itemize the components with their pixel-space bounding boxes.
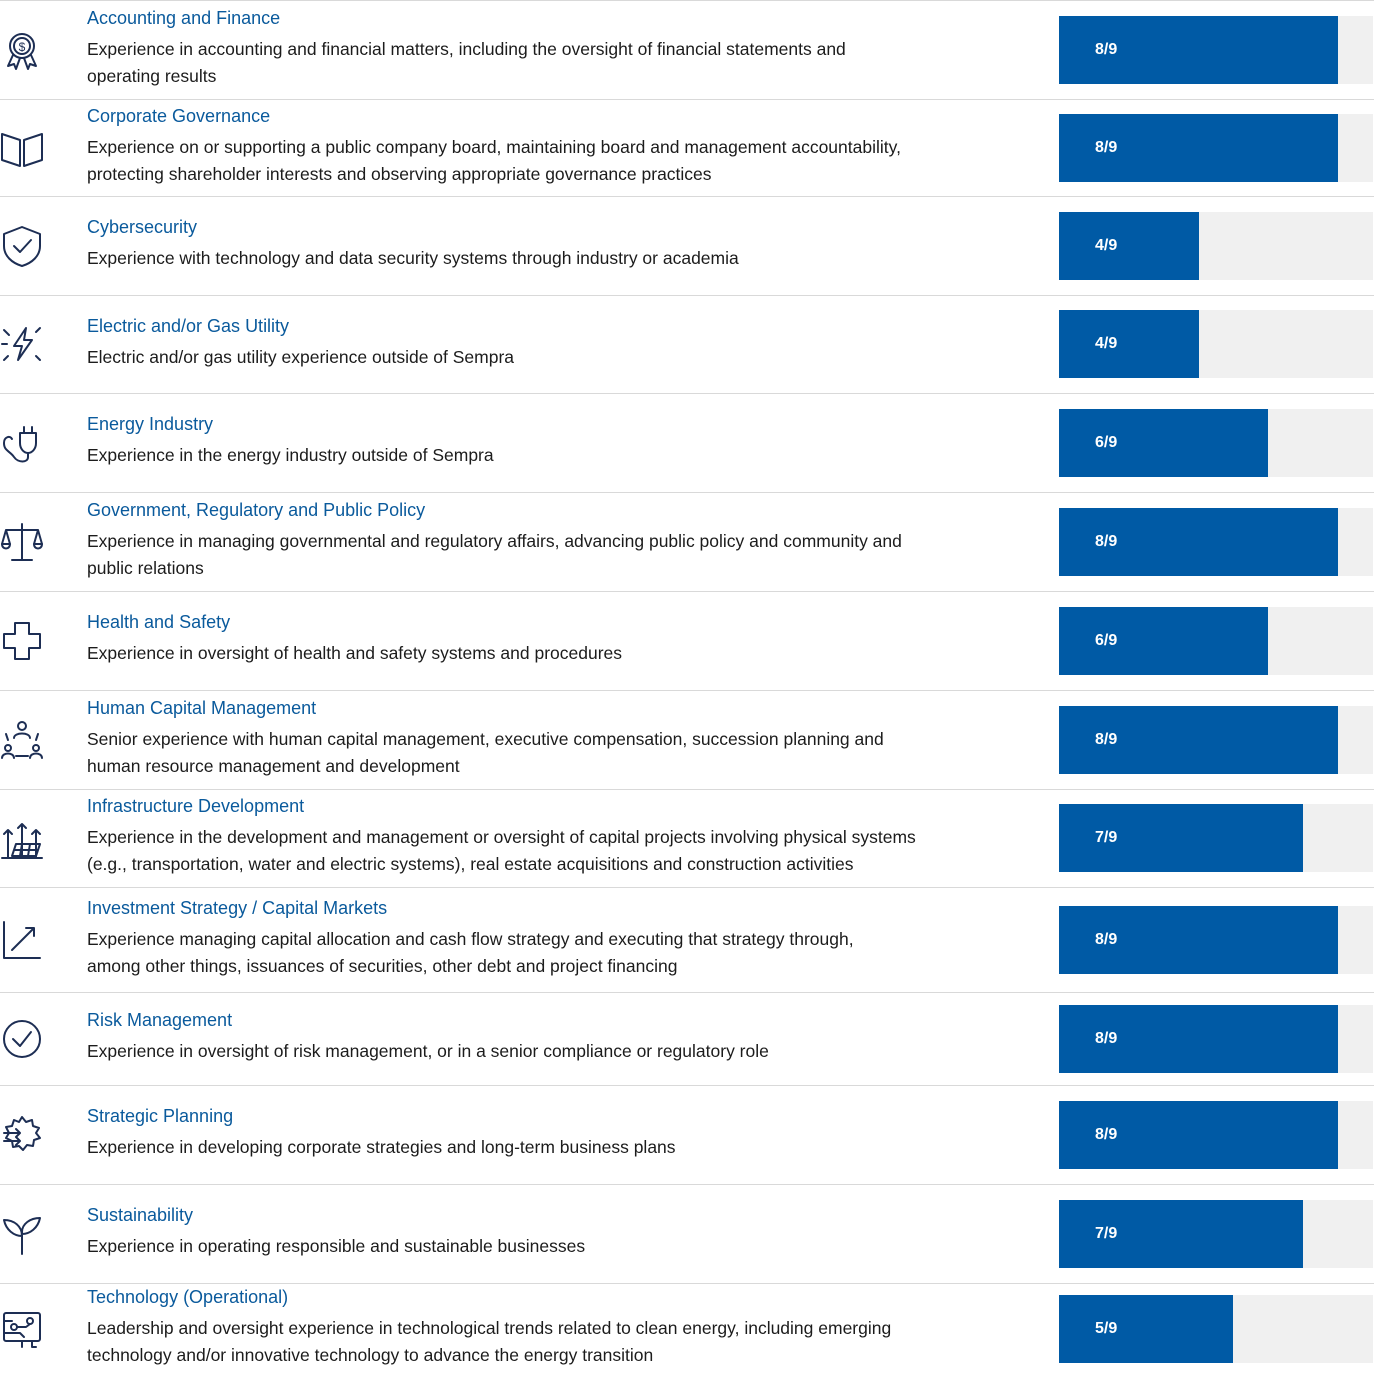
row-divider [0,196,1374,197]
bar-track [1059,1005,1373,1073]
skill-description [87,726,997,780]
skill-description [87,1134,997,1161]
skill-description [87,1233,997,1260]
skill-row [0,0,1374,99]
row-divider [0,295,1374,296]
row-divider [0,393,1374,394]
bar-track [1059,607,1373,675]
row-divider [0,591,1374,592]
description-line: Experience managing capital allocation and cash flow strategy and executing that strategy through, [87,929,854,949]
bar [1059,1295,1233,1363]
bar-value-label: 8/9 [1095,41,1118,58]
description-line: technology and/or innovative technology to advance the energy transition [87,1345,654,1365]
description-line: among other things, issuances of securities, other debt and project financing [87,956,678,976]
description-line: Senior experience with human capital management, executive compensation, succession planning and [87,729,884,749]
bar-track [1059,16,1373,84]
row-divider [0,789,1374,790]
skill-row [0,887,1374,992]
bar [1059,310,1199,378]
skill-title: Government, Regulatory and Public Policy [87,500,426,520]
bar-value-label: 4/9 [1095,335,1118,352]
description-line: Experience in the development and management or oversight of capital projects involving physical systems [87,827,916,847]
description-line: operating results [87,66,217,86]
check-circle-icon [0,1017,44,1061]
row-divider [0,992,1374,993]
skill-title: Electric and/or Gas Utility [87,316,290,336]
bar [1059,212,1199,280]
bar-value-label: 8/9 [1095,931,1118,948]
svg-text:$: $ [18,40,26,54]
description-line: Experience on or supporting a public company board, maintaining board and management accountability, [87,137,901,157]
skill-row [0,492,1374,591]
circuit-board-icon [0,1307,44,1351]
bar-track [1059,1101,1373,1169]
skill-description [87,640,997,667]
skill-row [0,591,1374,690]
bar-value-label: 6/9 [1095,632,1118,649]
description-line: Experience in the energy industry outside of Sempra [87,445,494,465]
skill-description [87,36,997,90]
skill-description [87,344,997,371]
bar-value-label: 8/9 [1095,731,1118,748]
bar-value-label: 8/9 [1095,139,1118,156]
description-line: public relations [87,558,204,578]
skill-row [0,393,1374,492]
bar-track [1059,508,1373,576]
skill-title: Accounting and Finance [87,8,281,28]
skill-title: Health and Safety [87,612,231,632]
row-divider [0,0,1374,1]
bar-track [1059,409,1373,477]
skill-row [0,690,1374,789]
health-cross-icon [0,619,44,663]
skill-row [0,789,1374,887]
bar-track [1059,804,1373,872]
bar-value-label: 7/9 [1095,1225,1118,1242]
description-line: Experience in developing corporate strategies and long-term business plans [87,1137,676,1157]
description-line: protecting shareholder interests and observing appropriate governance practices [87,164,712,184]
bar [1059,409,1268,477]
bar-value-label: 5/9 [1095,1320,1118,1337]
people-cycle-icon [0,718,44,762]
bar-track [1059,114,1373,182]
infrastructure-icon [0,816,44,860]
skill-description [87,824,997,878]
row-divider [0,1085,1374,1086]
description-line: Experience in oversight of risk management, or in a senior compliance or regulatory role [87,1041,769,1061]
lightning-bolt-icon [0,322,44,366]
dollar-award-icon [0,28,44,72]
scales-icon [0,520,44,564]
skill-title: Technology (Operational) [87,1287,289,1307]
row-divider [0,492,1374,493]
skill-title: Corporate Governance [87,106,271,126]
skill-title: Energy Industry [87,414,214,434]
skill-row [0,1085,1374,1184]
skill-row [0,196,1374,295]
description-line: Experience in operating responsible and sustainable businesses [87,1236,586,1256]
bar-value-label: 7/9 [1095,829,1118,846]
bar-track [1059,310,1373,378]
skill-description [87,245,997,272]
bar-track [1059,706,1373,774]
sprout-icon [0,1212,44,1256]
description-line: Experience with technology and data security systems through industry or academia [87,248,739,268]
gear-arrows-icon [0,1113,44,1157]
description-line: Experience in managing governmental and regulatory affairs, advancing public policy and community and [87,531,902,551]
power-plug-icon [0,421,44,465]
skill-row [0,295,1374,393]
row-divider [0,99,1374,100]
skill-description [87,1038,997,1065]
skill-description [87,528,997,582]
skill-title: Human Capital Management [87,698,317,718]
row-divider [0,887,1374,888]
description-line: Experience in accounting and financial matters, including the oversight of financial statements and [87,39,846,59]
description-line: (e.g., transportation, water and electric systems), real estate acquisitions and construction activities [87,854,854,874]
bar-track [1059,906,1373,974]
skill-row [0,1283,1374,1374]
row-divider [0,1283,1374,1284]
growth-chart-icon [0,918,44,962]
skill-title: Sustainability [87,1205,194,1225]
skill-row [0,1184,1374,1283]
bar-value-label: 4/9 [1095,237,1118,254]
description-line: Experience in oversight of health and safety systems and procedures [87,643,623,663]
skill-title: Cybersecurity [87,217,198,237]
bar-value-label: 8/9 [1095,1126,1118,1143]
bar-track [1059,1200,1373,1268]
skill-description [87,926,997,980]
row-divider [0,1184,1374,1185]
skill-title: Investment Strategy / Capital Markets [87,898,388,918]
bar-value-label: 8/9 [1095,533,1118,550]
skill-title: Infrastructure Development [87,796,305,816]
row-divider [0,690,1374,691]
skill-description [87,442,997,469]
open-book-icon [0,126,44,170]
skill-description [87,134,997,188]
bar-track [1059,212,1373,280]
skill-row [0,992,1374,1085]
description-line: human resource management and development [87,756,460,776]
skill-description [87,1315,997,1369]
description-line: Electric and/or gas utility experience outside of Sempra [87,347,515,367]
bar-value-label: 6/9 [1095,434,1118,451]
bar [1059,607,1268,675]
description-line: Leadership and oversight experience in technological trends related to clean energy, including emerging [87,1318,892,1338]
skill-title: Strategic Planning [87,1106,234,1126]
bar-value-label: 8/9 [1095,1030,1118,1047]
skill-row [0,99,1374,196]
shield-check-icon [0,224,44,268]
bar-track [1059,1295,1373,1363]
skill-title: Risk Management [87,1010,233,1030]
